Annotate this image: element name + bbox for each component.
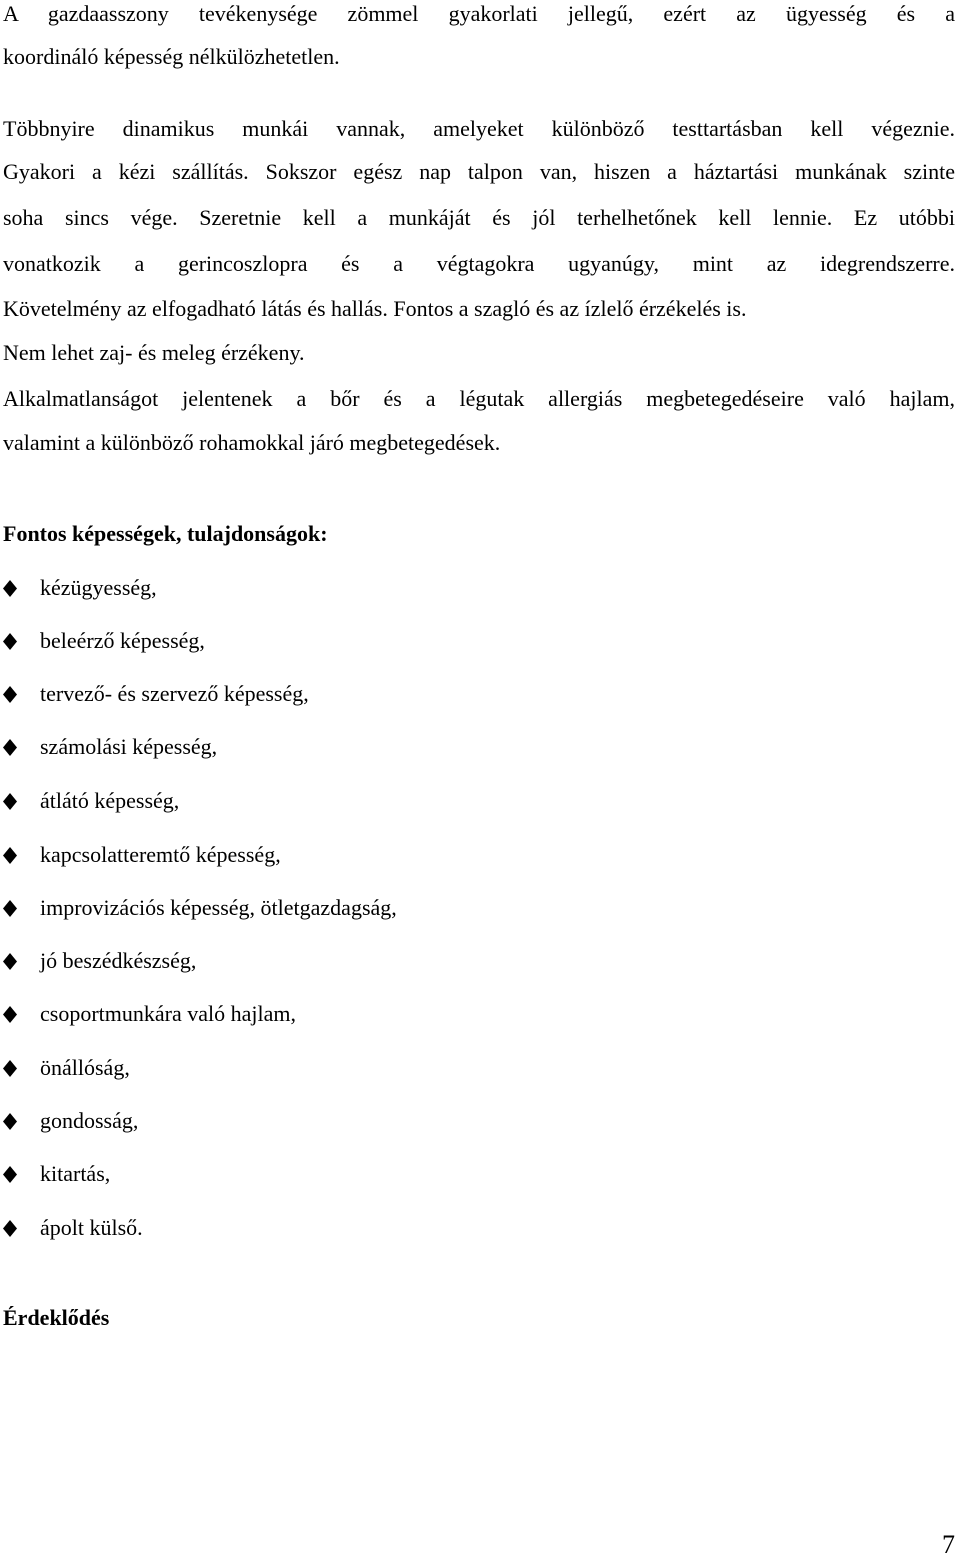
list-item-text: számolási képesség, <box>40 734 218 759</box>
paragraph-line: Alkalmatlanságot jelentenek a bőr és a légutak allergiás megbetegedéseire való hajlam, <box>3 386 955 411</box>
paragraph-line: vonatkozik a gerincoszlopra és a végtagokra ugyanúgy, mint az idegrendszerre. <box>3 251 955 276</box>
diamond-bullet-icon <box>2 793 18 810</box>
diamond-bullet-icon <box>2 847 18 864</box>
list-item-text: önállóság, <box>40 1055 130 1080</box>
list-item-text: beleérző képesség, <box>40 628 205 653</box>
paragraph-line: Gyakori a kézi szállítás. Sokszor egész nap talpon van, hiszen a háztartási munkának szinte <box>3 159 955 184</box>
diamond-bullet-icon <box>2 686 18 703</box>
list-item-text: ápolt külső. <box>40 1215 143 1240</box>
list-item-text: átlátó képesség, <box>40 788 180 813</box>
page-number: 7 <box>942 1530 955 1559</box>
list-item-text: kitartás, <box>40 1161 111 1186</box>
paragraph-line: soha sincs vége. Szeretnie kell a munkáját és jól terhelhetőnek kell lennie. Ez utóbbi <box>3 205 955 230</box>
list-item-text: tervező- és szervező képesség, <box>40 681 309 706</box>
diamond-bullet-icon <box>2 900 18 917</box>
paragraph-line: A gazdaasszony tevékenysége zömmel gyakorlati jellegű, ezért az ügyesség és a <box>3 1 955 26</box>
list-item-text: gondosság, <box>40 1108 139 1133</box>
diamond-bullet-icon <box>2 633 18 650</box>
diamond-bullet-icon <box>2 1006 18 1023</box>
list-item-text: improvizációs képesség, ötletgazdagság, <box>40 895 397 920</box>
diamond-bullet-icon <box>2 953 18 970</box>
diamond-bullet-icon <box>2 1220 18 1237</box>
paragraph-line: Többnyire dinamikus munkái vannak, amelyeket különböző testtartásban kell végeznie. <box>3 116 955 141</box>
list-item-text: kézügyesség, <box>40 575 157 600</box>
diamond-bullet-icon <box>2 739 18 756</box>
diamond-bullet-icon <box>2 1060 18 1077</box>
section-heading: Érdeklődés <box>3 1305 110 1330</box>
list-item-text: csoportmunkára való hajlam, <box>40 1001 296 1026</box>
diamond-bullet-icon <box>2 1166 18 1183</box>
paragraph-line: Követelmény az elfogadható látás és hallás. Fontos a szagló és az ízlelő érzékelés is. <box>3 296 747 321</box>
list-item-text: kapcsolatteremtő képesség, <box>40 842 281 867</box>
paragraph-line: valamint a különböző rohamokkal járó megbetegedések. <box>3 430 501 455</box>
diamond-bullet-icon <box>2 580 18 597</box>
diamond-bullet-icon <box>2 1113 18 1130</box>
paragraph-line: Nem lehet zaj- és meleg érzékeny. <box>3 340 305 365</box>
paragraph-line: koordináló képesség nélkülözhetetlen. <box>3 44 340 69</box>
section-heading: Fontos képességek, tulajdonságok: <box>3 521 328 546</box>
list-item-text: jó beszédkészség, <box>40 948 197 973</box>
